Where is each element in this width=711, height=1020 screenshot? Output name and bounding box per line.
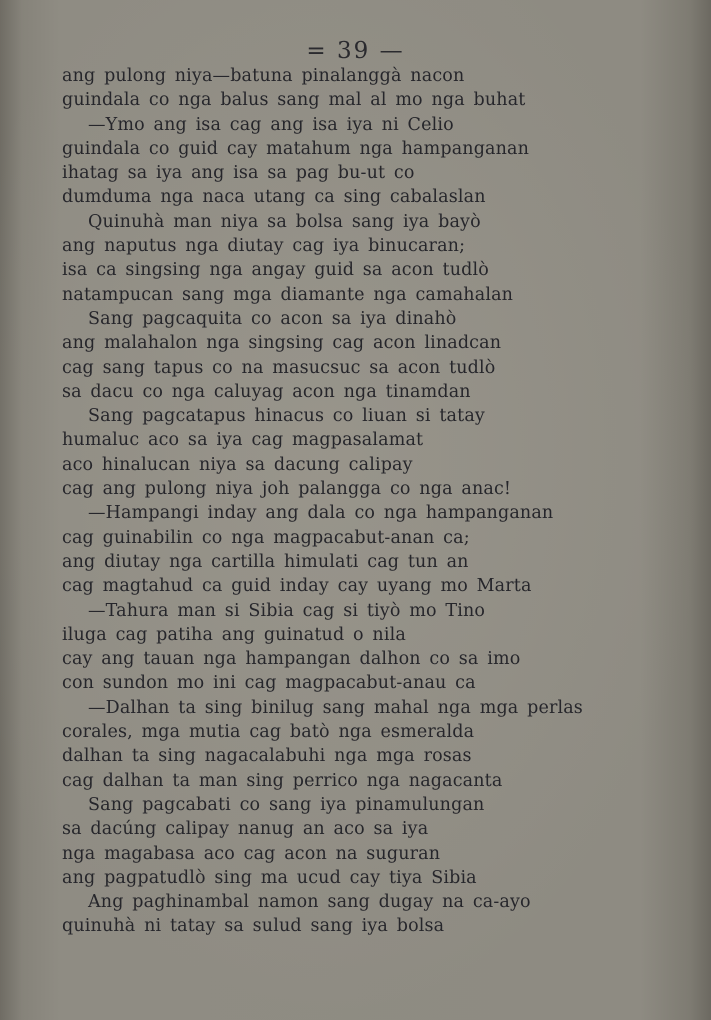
text-line: sa dacu co nga caluyag acon nga tinamdan — [62, 381, 471, 402]
text-line: Ang paghinambal namon sang dugay na ca-ayo — [88, 892, 531, 913]
text-line: nga magabasa aco cag acon na suguran — [62, 843, 441, 864]
text-line: ang pagpatudlò sing ma ucud cay tiya Sibia — [62, 867, 477, 888]
text-line: cag ang pulong niya joh palangga co nga anac! — [62, 479, 512, 500]
text-line: dumduma nga naca utang ca sing cabalaslan — [62, 187, 486, 208]
text-line: corales, mga mutia cag batò nga esmeralda — [62, 722, 475, 743]
text-line: dalhan ta sing nagacalabuhi nga mga rosas — [62, 746, 472, 767]
text-line: cag magtahud ca guid inday cay uyang mo Marta — [62, 576, 532, 597]
text-line: iluga cag patiha ang guinatud o nila — [62, 624, 406, 645]
text-line: —Hampangi inday ang dala co nga hampanganan — [88, 503, 554, 524]
text-line: ang diutay nga cartilla himulati cag tun an — [62, 551, 469, 572]
text-line: Sang pagcaquita co acon sa iya dinahò — [88, 308, 457, 329]
text-line: ihatag sa iya ang isa sa pag bu-ut co — [62, 163, 415, 184]
text-line: —Tahura man si Sibia cag si tiyò mo Tino — [88, 600, 486, 621]
text-line: ang naputus nga diutay cag iya binucaran; — [62, 236, 466, 257]
text-line: ang pulong niya—batuna pinalanggà nacon — [62, 66, 465, 86]
page-number: = 39 — — [306, 38, 405, 64]
text-line: quinuhà ni tatay sa sulud sang iya bolsa — [62, 916, 445, 937]
text-line: natampucan sang mga diamante nga camahalan — [62, 284, 514, 305]
text-line: Quinuhà man niya sa bolsa sang iya bayò — [88, 211, 481, 232]
page-text — [62, 64, 662, 939]
text-line: cag dalhan ta man sing perrico nga nagacanta — [62, 770, 503, 791]
text-line: Sang pagcatapus hinacus co liuan si tatay — [88, 406, 485, 427]
text-line: cag sang tapus co na masucsuc sa acon tudlò — [62, 357, 496, 378]
text-line: guindala co guid cay matahum nga hampanganan — [62, 138, 530, 159]
text-line: ang malahalon nga singsing cag acon linadcan — [62, 333, 502, 354]
text-line: con sundon mo ini cag magpacabut-anau ca — [62, 673, 476, 694]
text-line: guindala co nga balus sang mal al mo nga buhat — [62, 90, 526, 111]
text-line: isa ca singsing nga angay guid sa acon tudlò — [62, 260, 489, 281]
text-line: —Dalhan ta sing binilug sang mahal nga mga perlas — [88, 697, 583, 718]
text-line: Sang pagcabati co sang iya pinamulungan — [88, 794, 485, 815]
text-line: sa dacúng calipay nanug an aco sa iya — [62, 819, 429, 840]
text-line: humaluc aco sa iya cag magpasalamat — [62, 430, 424, 451]
text-line: cay ang tauan nga hampangan dalhon co sa imo — [62, 649, 521, 670]
text-line: aco hinalucan niya sa dacung calipay — [62, 454, 413, 475]
text-line: cag guinabilin co nga magpacabut-anan ca; — [62, 527, 470, 548]
text-line: —Ymo ang isa cag ang isa iya ni Celio — [88, 114, 454, 135]
